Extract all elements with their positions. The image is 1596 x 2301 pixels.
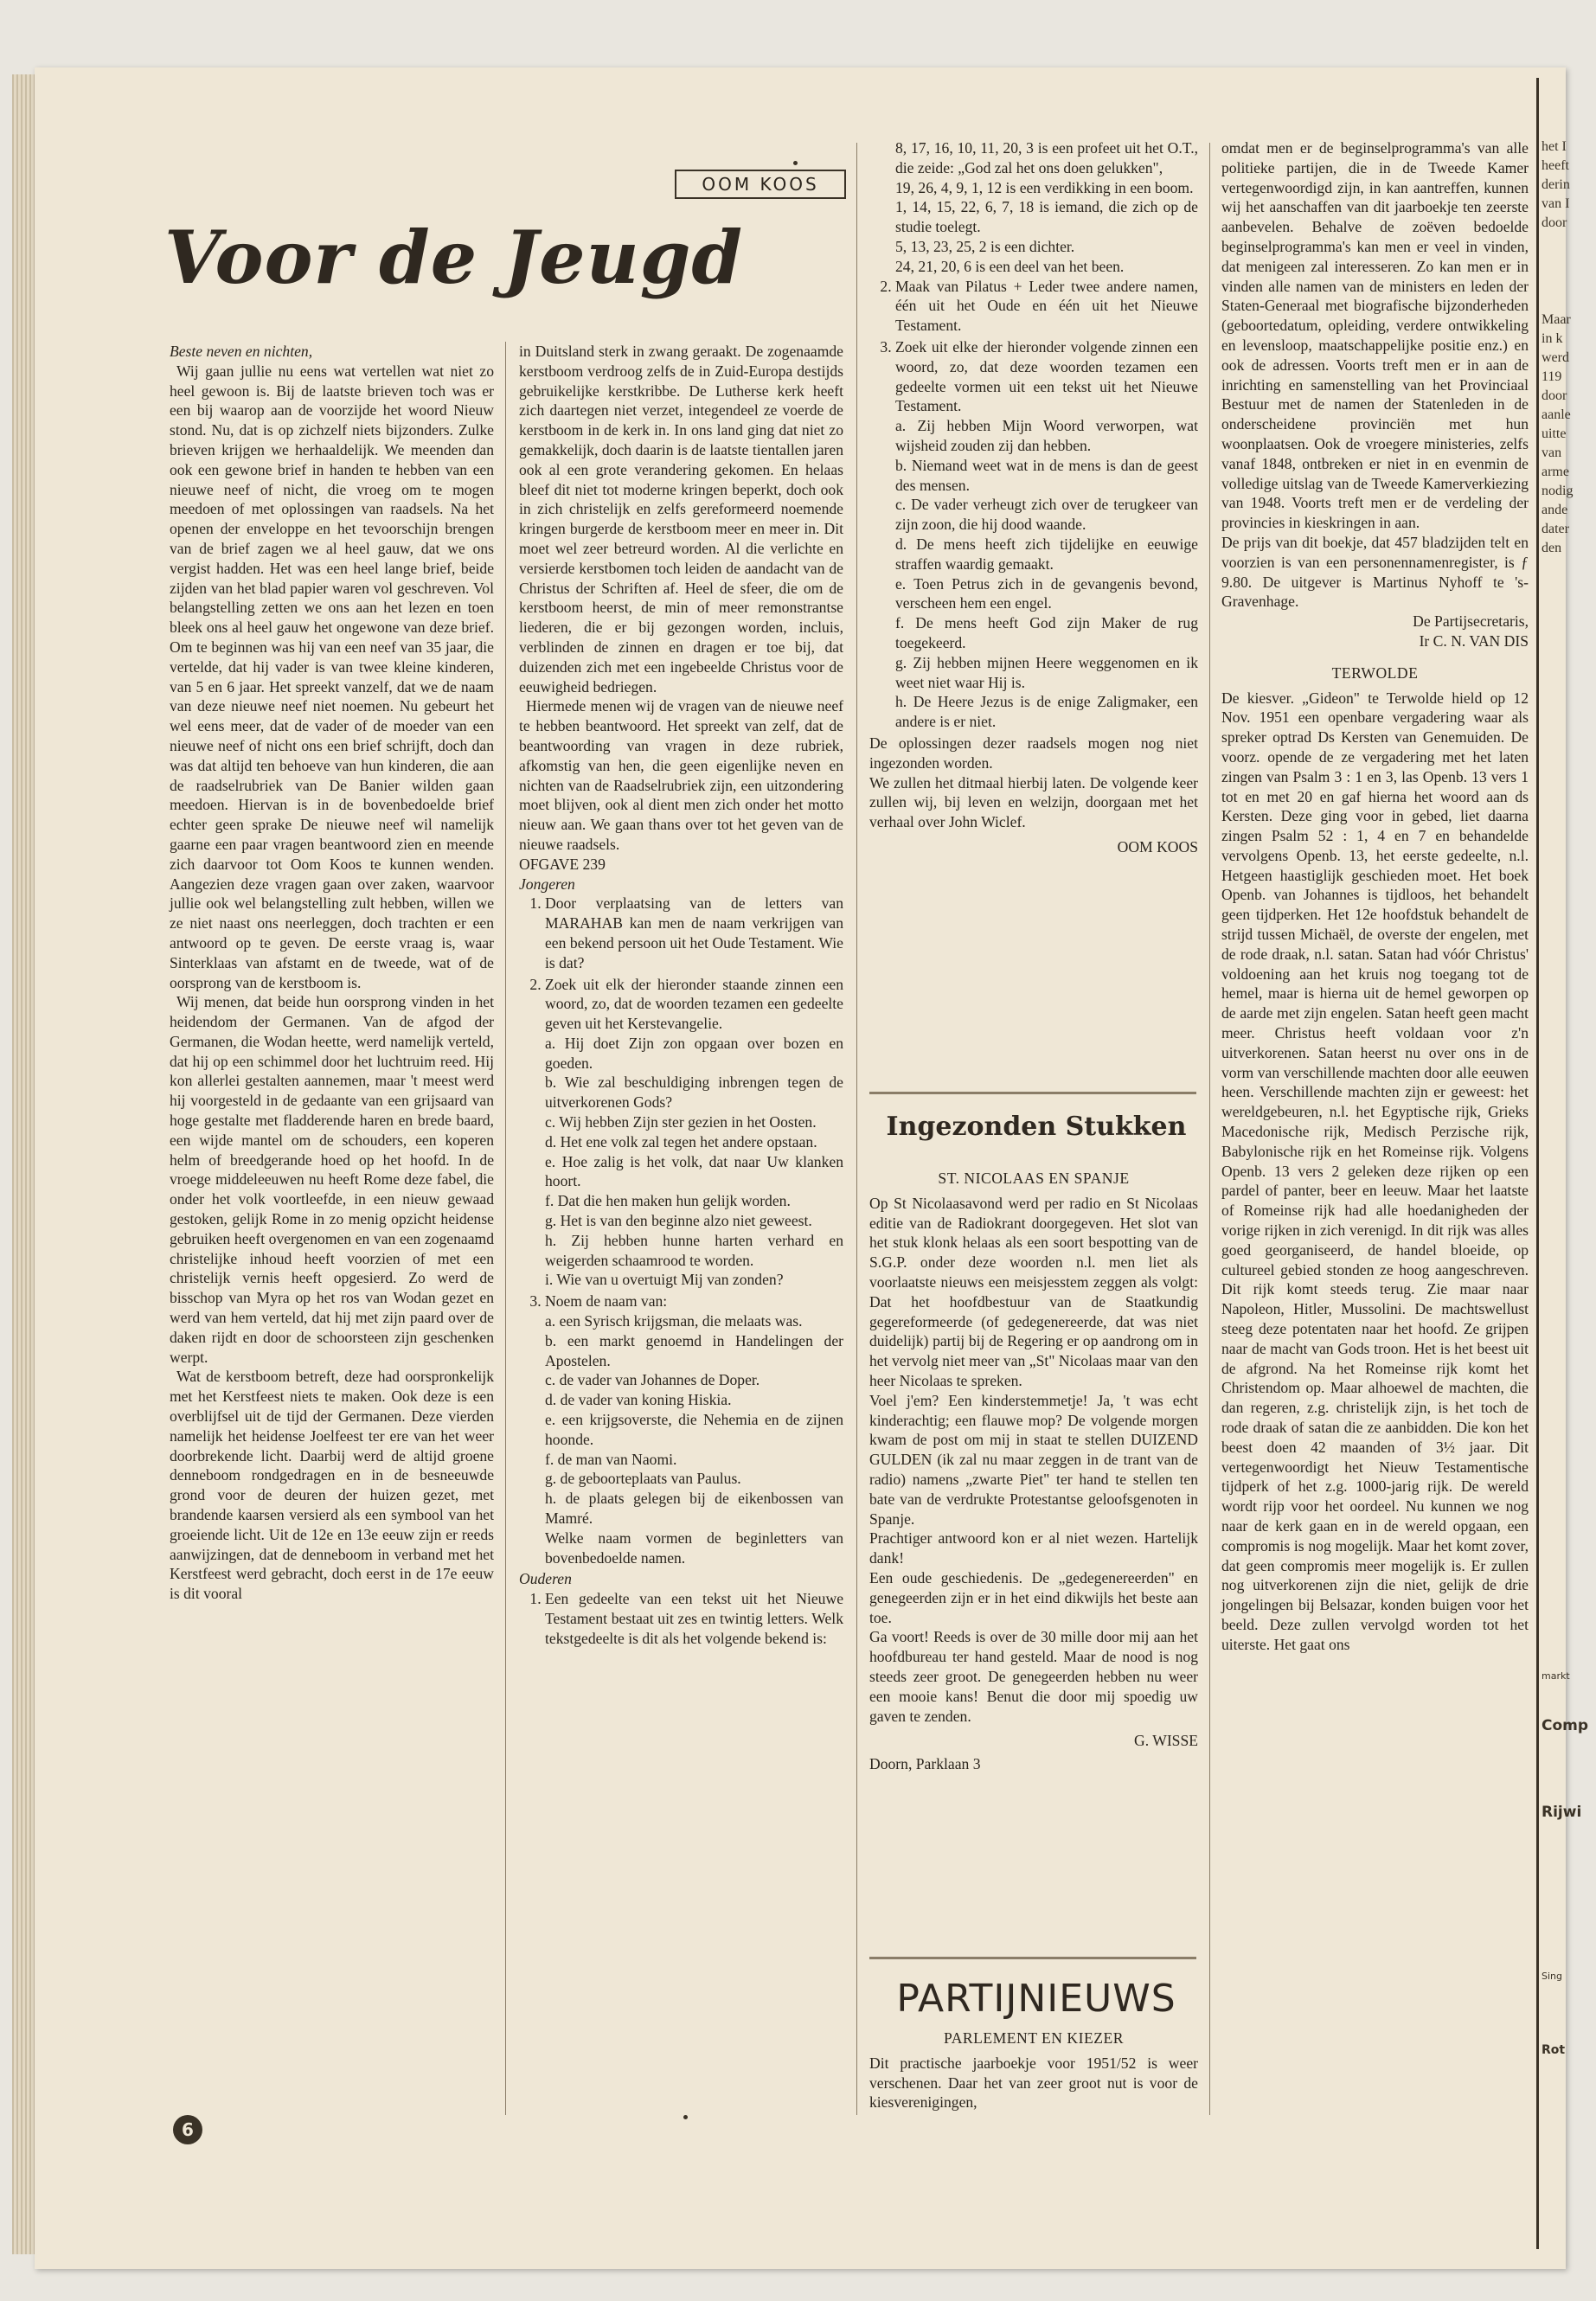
column-rule — [505, 342, 506, 2115]
sub-item: f. de man van Naomi. — [545, 1450, 677, 1468]
column-1 — [170, 342, 494, 2128]
article-subtitle: ST. NICOLAAS EN SPANJE — [938, 1170, 1130, 1187]
sub-item: b. een markt genoemd in Handelingen der Apostelen. — [545, 1331, 843, 1369]
column-header-box: OOM KOOS — [675, 170, 846, 199]
column-4 — [1221, 138, 1529, 2132]
puzzle-item: 1. Een gedeelte van een tekst uit het Nieuwe Testament bestaat uit zes en twintig letters. Welk tekstgedeelte is dit als het volgende bekend is: — [545, 1589, 843, 1648]
signature: G. WISSE — [1134, 1732, 1198, 1750]
section-divider — [869, 1092, 1196, 1094]
sub-item: a. Zij hebben Mijn Woord verworpen, wat wijsheid zouden zij dan hebben. — [895, 417, 1198, 454]
page-number: 6 — [173, 2115, 202, 2144]
column-2 — [519, 342, 843, 2128]
paragraph: Prachtiger antwoord kon er al niet wezen. Hartelijk dank! — [869, 1529, 1198, 1567]
sub-item: d. de vader van koning Hiskia. — [545, 1391, 732, 1409]
article-subtitle: PARLEMENT EN KIEZER — [944, 2029, 1124, 2047]
paragraph: De kiesver. „Gideon" te Terwolde hield op 12 Nov. 1951 een openbare vergadering waar als spreker optrad Ds Kersten van Genemuiden. De voorz. opende de ze vergadering met het laten zingen van Psalm 3 : 1 en 3, las Openb. 13 vers 1 tot en met 20 en gaf hierna het woord aan ds Kersten. Deze ging voor in gebed, liet daarna zingen Psalm 52 : 1, 4 en 7 en behandelde vervolgens Openb. 13, het eerste gedeelte, n.l. Hetgeen haastiglijk geschieden moet. Het boek Openb. van Johannes is tijdloos, het behandelt geen tijdperken. Het 12e hoofdstuk behandelt de strijd tussen Michaël, de overste der engelen, met de rode draak, n.l. satan. Satan had vóór Christus' voldoening aan het kruis nog toegang tot de hemel, maar is hierna uit de hemel geworpen op de aarde met zijn engelen. Satan heeft geen macht meer. Christus heeft voldaan voor z'n uitverkorenen. Satan heerst nu over ons in de vorm van verschillende machten door alle eeuwen heen. Verschillende machten zijn er geweest: het wereldgebeuren, n.l. het Egyptische rijk, Grieks Macedonische rijk, Medisch Perzische rijk, Babylonische rijk en het Romeinse rijk. Volgens Openb. 13 vers 2 geleken deze rijken op een pardel of panter, beer en leeuw. Maar het laatste of Romeinse rijk had alle hoedanigheden der vorige rijken in zich verenigd. In dit rijk was alles goed georganiseerd, de handel bloeide, op cultureel gebied stonden ze hoog aangeschreven. Dit rijk komt steeds terug. Zie maar naar Napoleon, Hitler, Mussolini. De machtswellust steeg deze potentaten naar het hoofd. Ze grijpen naar de macht van Gods troon. Het is het beest uit de afgrond. Na het Romeinse rijk komt het Christendom op. Maar alhoewel de machten, die dan regeren, z.g. christelijk zijn, is het toch de rode draak of satan die ze aanbidden. Die kon het beest doen 42 maanden of 3½ jaar. Dit vertegenwoordigt het Nieuw Testamentische tijdperk of het z.g. 1000-jarig rijk. De wereld wordt rijp voor het oordeel. Nu kunnen we nog naar de kerk gaan en in de wereld opgaan, een compromis is nog mogelijk. Maar het komt zover, dat geen compromis meer mogelijk is. Er zullen nog uitverkorenen zijn die niet, gelijk de drie jongelingen bij Belsazar, konden buigen voor het beeld. Deze zullen vervolgd worden tot het uiterste. Het gaat ons — [1221, 689, 1529, 1653]
signature-line: Ir C. N. VAN DIS — [1419, 631, 1529, 650]
sub-item: e. Hoe zalig is het volk, dat naar Uw klanken hoort. — [545, 1152, 843, 1190]
paragraph: Wij gaan jullie nu eens wat vertellen wat niet zo heel gewoon is. Bij de laatste brieven toch was er een bij waarop aan de voorzijde het woord Nieuw stond. Nu, dat is op zichzelf niets bijzonders. Zulke brieven krijgen we herhaaldelijk. We meenden dan ook een gewone brief in handen te hebben van een nieuwe neef of nicht, die vroeg om te mogen meedoen of met oplossingen van raadsels. Na het openen der enveloppe en het tevoorschijn brengen van de brief zagen we al heel gauw, dat we ons vergist hadden. Het was een heel lange brief, beide zijden van het blad papier waren vol geschreven. Vol belangstelling zetten we ons aan het lezen en toen bleek ons al heel gauw het ongewone van deze brief. Om te beginnen was hij van een neef van 35 jaar, die vertelde, dat hij vader is van twee kleine kinderen, van 5 en 6 jaar. Het spreekt vanzelf, dat we de naam van deze nieuwe neef niet noemen. Nu gebeurt het wel eens meer, dat de vader of de moeder van een nieuwe neef of nicht ons een brief schrijft, doch dan was dat altijd ten behoeve van hun kinderen, die aan de raadselrubriek van De Banier wilden gaan meedoen. Hiervan is in de bovenbedoelde brief echter geen sprake De nieuwe neef wil namelijk gaarne een paar vragen beantwoord zien en meende zich daarvoor tot Oom Koos te kunnen wenden. Aangezien deze vragen gaan over zaken, waarvoor jullie ook wel belangstelling zult hebben, willen we ze niet naast ons neerleggen, doch trachten er een antwoord op te geven. De eerste vraag is, waar Sinterklaas van afstamt en de tweede, wat of de oorsprong van de kerstboom is. — [170, 362, 494, 991]
column-3-partij — [869, 2029, 1198, 2132]
paragraph: Dit practische jaarboekje voor 1951/52 is weer verschenen. Daar het van zeer groot nut is voor de kiesverenigingen, — [869, 2054, 1198, 2112]
sub-item: d. Het ene volk zal tegen het andere opstaan. — [545, 1132, 817, 1150]
puzzle-item: 1. Door verplaatsing van de letters van MARAHAB kan men de naam verkrijgen van een bekend persoon uit het Oude Testament. Wie is dat? — [545, 894, 843, 972]
sub-item: e. Toen Petrus zich in de gevangenis bevond, verscheen hem een engel. — [895, 574, 1198, 612]
sub-item: g. Het is van den beginne alzo niet geweest. — [545, 1212, 812, 1230]
ouderen-heading: Ouderen — [519, 1570, 572, 1588]
partijnieuws-title: PARTIJNIEUWS — [896, 1977, 1176, 2021]
closing-line: Welke naam vormen de beginletters van bovenbedoelde namen. — [545, 1529, 843, 1567]
puzzle-item: 2. Zoek uit elk der hieronder staande zinnen een woord, zo, dat de woorden tezamen een gedeelte geven uit het Kerstevangelie. a. Hij doet Zijn zon opgaan over bozen en goeden. b. Wie zal beschuldiging inbrengen tegen de uitverkorenen Gods? c. Wij hebben Zijn ster gezien in het Oosten. d. Het ene volk zal tegen het andere opstaan. e. Hoe zalig is het volk, dat naar Uw klanken hoort. f. Dat die hen maken hun gelijk worden. g. Het is van den beginne alzo niet geweest. h. Zij hebben hunne harten verhard en weigerden schaamrood te worden. i. Wie van u overtuigt Mij van zonden? — [545, 975, 843, 1291]
next-page-strip: het I heeft derin van I door Maar in k werd 119 door aanle uitte van arme nodig ande dater den markt Comp Rijwi Sing Rot — [1542, 139, 1589, 2057]
sub-item: c. de vader van Johannes de Doper. — [545, 1371, 760, 1389]
paragraph: omdat men er de beginselprogramma's van alle politieke partijen, die in de Tweede Kamer vertegenwoordigd zijn, in kan aantreffen, kunnen wij het aanschaffen van dit jaarboekje ten zeerste aanbevelen. Behalve de zoëven bedoelde beginselprogramma's kan men er veel in vinden, dat menigeen zal interesseren. Zo kan men er in vinden alle namen van de ministers en leden der Staten-Generaal met biografische bijzonderheden (geboortedatum, opleiding, verdere ontwikkeling en levensloop, maatschappelijke positie enz.) en ook de adressen. Voorts treft men er in aan de inrichting en samenstelling van het Provinciaal Bestuur met de namen der Statenleden in de onderscheidene provinciën met hun woonplaatsen. Ook de vroegere ministeries, zelfs vanaf 1848, ontbreken er niet in en evenmin de volledige uitslag van de Tweede Kamerverkiezing van 1948. Voorts treft men er de verdeling der provincies in kieskringen in aan. — [1221, 139, 1529, 532]
article-subtitle: TERWOLDE — [1331, 663, 1419, 682]
clue-line: 24, 21, 20, 6 is een deel van het been. — [895, 257, 1125, 275]
puzzle-heading: OFGAVE 239 — [519, 855, 606, 873]
sub-item: c. De vader verheugt zich over de terugkeer van zijn zoon, die hij dood waande. — [895, 496, 1198, 534]
paragraph: Wat de kerstboom betreft, deze had oorspronkelijk met het Kerstfeest niets te maken. Ook deze is een overblijfsel uit de tijd der Germanen. Deze vierden namelijk het heidense Joelfeest ter ere van het weer doorbrekende licht. Daarbij werd de altijd groene denneboom rondgedragen en in de besneeuwde grond voor de deuren der huizen gezet, met brandende kaarsen versierd als een symbool van het groeiende licht. Uit de 12e en 13e eeuw zijn er reeds aanwijzingen, dat de denneboom in verband met het Kerstfeest werd gebracht, doch eerst in de 17e eeuw is dit vooral — [170, 1368, 494, 1603]
sub-item: a. Hij doet Zijn zon opgaan over bozen en goeden. — [545, 1034, 843, 1072]
column-rule — [1209, 143, 1210, 2115]
clue-line: 5, 13, 23, 25, 2 is een dichter. — [895, 237, 1075, 255]
sub-item: h. Zij hebben hunne harten verhard en weigerden schaamrood te worden. — [545, 1231, 843, 1269]
address: Doorn, Parklaan 3 — [869, 1755, 981, 1773]
paragraph: Hiermede menen wij de vragen van de nieuwe neef te hebben beantwoord. Het spreekt van zelf, dat de beantwoording van vragen in deze rubriek, afkomstig van hen, die geen eigenlijke neven en nichten van de Raadselrubriek zijn, een uitzondering moet blijven, ook al dient men zich onder het motto nieuw aan. We gaan thans over tot het geven van de nieuwe raadsels. — [519, 697, 843, 853]
paragraph: De prijs van dit boekje, dat 457 bladzijden telt en voorzien is van een personennamenregister, is ƒ 9.80. De uitgever is Martinus Nyhoff te 's-Gravenhage. — [1221, 533, 1529, 611]
paragraph: De oplossingen dezer raadsels mogen nog niet ingezonden worden. — [869, 734, 1198, 772]
puzzle-item: 2. Maak van Pilatus + Leder twee andere namen, één uit het Oude en één uit het Nieuwe Testament. — [895, 277, 1198, 336]
clue-line: 1, 14, 15, 22, 6, 7, 18 is iemand, die zich op de studie toelegt. — [895, 198, 1198, 236]
ornament-dot — [683, 2115, 688, 2119]
sub-item: a. een Syrisch krijgsman, die melaats was. — [545, 1312, 803, 1330]
ornament-dot — [793, 161, 798, 165]
paragraph: Wij menen, dat beide hun oorsprong vinden in het heidendom der Germanen. Van de afgod der Germanen, die Wodan heette, werd namelijk verteld, dat hij op een schimmel door het luchtruim reed. Hij kon allerlei gestalten aannemen, maar 't meest werd hij voorgesteld in de gedaante van een grijsaard van hoge gestalte met fladderende haren en brede baard, een wijde mantel om de schouders, een koperen helm of breedgerande hoed op het hoofd. In de vroege middeleeuwen nu heeft Rome deze fabel, die onder het volk voortleefde, in een nieuw gewaad gestoken, gelijk Rome in zo menig opzicht heidense gebruiken heeft overgenomen en van een zogenaamd christelijke inhoud heeft voorzien of met een christelijk vernis heeft opgesierd. Zo werd de bisschop van Myra op het ros van Wodan gezet en werd van hem verteld, dat hij met zijn paard over de daken rijdt en door de schoorsteen zijn geschenken werpt. — [170, 993, 494, 1366]
ingezonden-title: Ingezonden Stukken — [886, 1112, 1187, 1142]
sub-item: b. Niemand weet wat in de mens is dan de geest des mensen. — [895, 456, 1198, 494]
paragraph: Voel j'em? Een kinderstemmetje! Ja, 't was echt kinderachtig; een flauwe mop? De volgende morgen kwam de post om mij in staat te stellen DUIZEND GULDEN (ik zal nu maar zeggen in de trant van de radio) namens „zwarte Piet" ter hand te stellen ten bate van de verdrukte Protestantse geloofsgenoten in Spanje. — [869, 1391, 1198, 1528]
salutation: Beste neven en nichten, — [170, 343, 313, 360]
column-3-ingezonden — [869, 1163, 1198, 1942]
signature: OOM KOOS — [1117, 837, 1198, 856]
paragraph: Een oude geschiedenis. De „gedegenereerden" en genegeerden zijn er in het eind dikwijls het beste aan toe. — [869, 1568, 1198, 1626]
sub-item: f. Dat die hen maken hun gelijk worden. — [545, 1192, 791, 1210]
sub-item: e. een krijgsoverste, die Nehemia en de zijnen hoonde. — [545, 1411, 843, 1448]
sub-item: h. de plaats gelegen bij de eikenbossen van Mamré. — [545, 1490, 843, 1528]
sub-item: c. Wij hebben Zijn ster gezien in het Oosten. — [545, 1113, 817, 1131]
clue-line: 8, 17, 16, 10, 11, 20, 3 is een profeet uit het O.T., die zeide: „God zal het ons doen gelukken", — [895, 139, 1198, 176]
sub-item: d. De mens heeft zich tijdelijke en eeuwige straffen waardig gemaakt. — [895, 535, 1198, 573]
sub-item: g. de geboorteplaats van Paulus. — [545, 1470, 741, 1488]
paragraph: in Duitsland sterk in zwang geraakt. De zogenaamde kerstboom verdroog zelfs de in Zuid-Europa destijds gebruikelijke kerstkribbe. De Lutherse kerk heeft zich daartegen niet verzet, integendeel ze voerde de kerstboom in de kerk in. In ons land ging dat niet zo gemakkelijk, doch daarin is de laatste tientallen jaren ook al een grote verandering gekomen. En helaas bleef dit niet tot moderne kringen beperkt, doch ook in zich christelijk en zelfs gereformeerd noemende kringen burgerde de kerstboom meer en meer in. Dit moet wel zeer betreurd worden. Al die verlichte en versierde kerstbomen toch leiden de aandacht van de Christus der Schriften af. Heel de sfeer, die om de kerstboom heerst, de min of meer remonstrantse liederen, die er bij gezongen worden, incluis, verblinden de zinnen en dragen er toe bij, dat duizenden zich met een ingebeelde Christus voor de eeuwigheid bedriegen. — [519, 343, 843, 695]
column-3-top — [869, 138, 1198, 1081]
paragraph: Op St Nicolaasavond werd per radio en St Nicolaas editie van de Radiokrant doorgegeven. Het slot van het stuk klonk helaas als een soort bespotting van de S.G.P. onder deze woorden n.l. men liet als voorlaatste nieuws een meisjesstem zeggen als volgt: Dat het hoofdbestuur van de Staatkundig gegereformeerde (of gedegenereerde, dat was niet duidelijk) partij bij de Regering er op aandrong om in het vervolg niet meer van „St" Nicolaas maar van den heer Nicolaas te spreken. — [869, 1194, 1198, 1389]
jongeren-heading: Jongeren — [519, 875, 575, 893]
puzzle-item: 3. Noem de naam van: a. een Syrisch krijgsman, die melaats was. b. een markt genoemd in Handelingen der Apostelen. c. de vader van Johannes de Doper. d. de vader van koning Hiskia. e. een krijgsoverste, die Nehemia en de zijnen hoonde. f. de man van Naomi. g. de geboorteplaats van Paulus. h. de plaats gelegen bij de eikenbossen van Mamré. Welke naam vormen de beginletters van bovenbedoelde namen. — [545, 1292, 843, 1567]
sub-item: i. Wie van u overtuigt Mij van zonden? — [545, 1271, 784, 1289]
section-divider — [869, 1957, 1196, 1959]
signature-line: De Partijsecretaris, — [1413, 612, 1529, 631]
column-rule — [856, 143, 857, 2115]
sub-item: b. Wie zal beschuldiging inbrengen tegen de uitverkorenen Gods? — [545, 1074, 843, 1112]
puzzle-item: 3. Zoek uit elke der hieronder volgende zinnen een woord, zo, dat deze woorden tezamen een gedeelte vormen uit een tekst uit het Nieuwe Testament. a. Zij hebben Mijn Woord verworpen, wat wijsheid zouden zij dan hebben. b. Niemand weet wat in de mens is dan de geest des mensen. c. De vader verheugt zich over de terugkeer van zijn zoon, die hij dood waande. d. De mens heeft zich tijdelijke en eeuwige straffen waardig gemaakt. e. Toen Petrus zich in de gevangenis bevond, verscheen hem een engel. f. De mens heeft God zijn Maker de rug toegekeerd. g. Zij hebben mijnen Heere weggenomen en ik weet niet waar Hij is. h. De Heere Jezus is de enige Zaligmaker, een andere is er niet. — [895, 337, 1198, 732]
sub-item: f. De mens heeft God zijn Maker de rug toegekeerd. — [895, 614, 1198, 651]
section-title: Voor de Jeugd — [164, 215, 744, 300]
page-fold-line — [1536, 78, 1539, 2249]
sub-item: h. De Heere Jezus is de enige Zaligmaker, een andere is er niet. — [895, 693, 1198, 731]
paragraph: We zullen het ditmaal hierbij laten. De volgende keer zullen wij, bij leven en welzijn, doorgaan met het verhaal over John Wiclef. — [869, 773, 1198, 831]
clue-line: 19, 26, 4, 9, 1, 12 is een verdikking in een boom. — [895, 178, 1194, 196]
paragraph: Ga voort! Reeds is over de 30 mille door mij aan het hoofdbureau ter hand gesteld. Maar de nood is nog steeds zeer groot. De genegeerden hebben nu weer een mooie kans! Benut die door mij spoedig uw gaven te zenden. — [869, 1628, 1198, 1725]
sub-item: g. Zij hebben mijnen Heere weggenomen en ik weet niet waar Hij is. — [895, 653, 1198, 691]
